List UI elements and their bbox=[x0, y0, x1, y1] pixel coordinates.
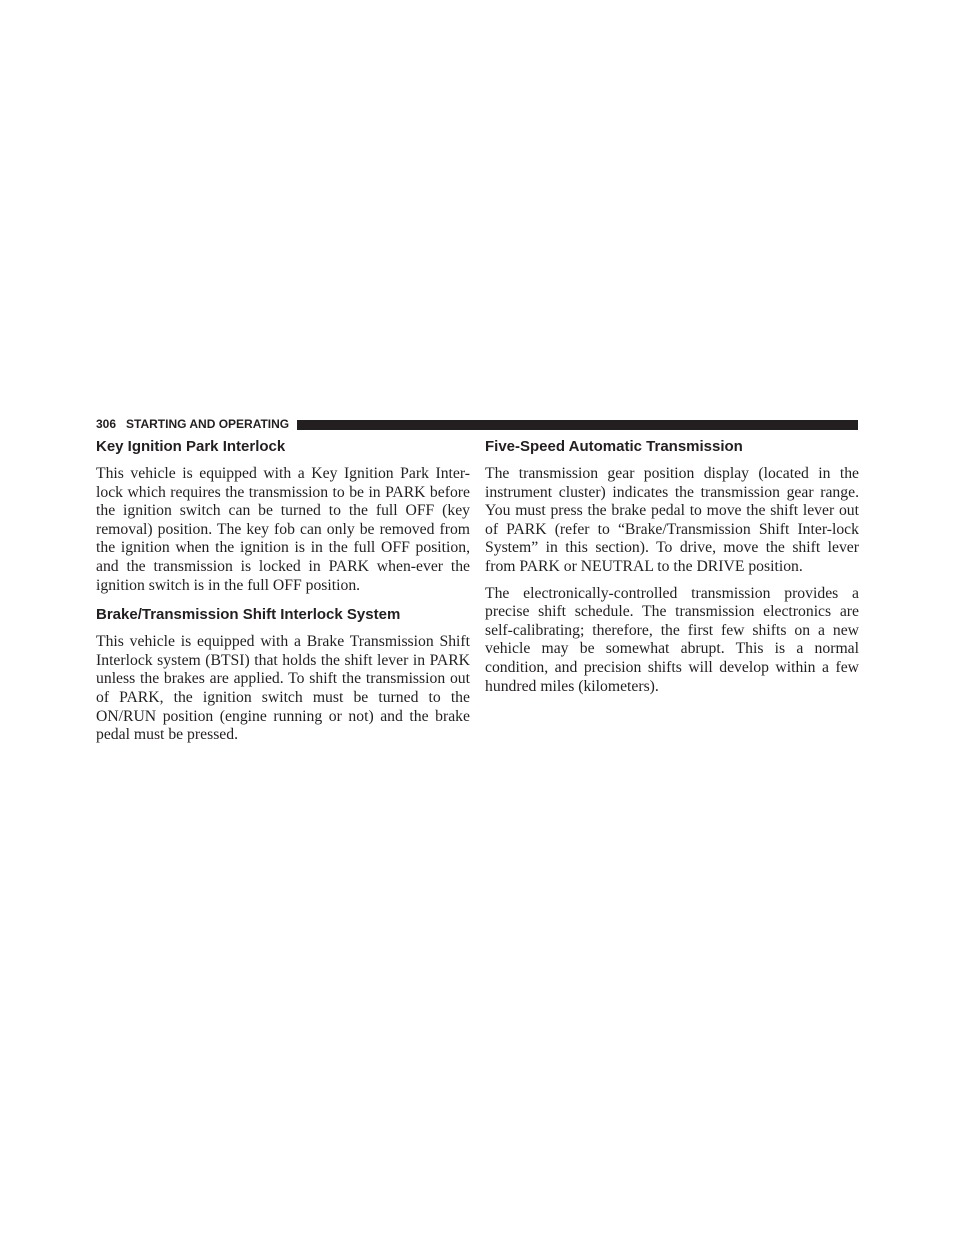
left-column bbox=[96, 437, 470, 753]
paragraph-key-ignition: This vehicle is equipped with a Key Ignition Park Inter-lock which requires the transmission to be in PARK before the ignition switch can be turned to the full OFF (key removal) position. The key fob can only be removed from the ignition when the ignition is in the full OFF position, and the transmission is locked in PARK when-ever the ignition switch is in the full OFF position. bbox=[96, 465, 470, 594]
paragraph-gear-position-display: The transmission gear position display (located in the instrument cluster) indicates the transmission gear range. You must press the brake pedal to move the shift lever out of PARK (refer to “Brake/Transmission Shift Inter-lock System” in this section). To drive, move the shift lever from PARK or NEUTRAL to the DRIVE position. bbox=[485, 465, 859, 575]
page-number: 306 bbox=[96, 417, 117, 431]
header-rule bbox=[297, 420, 858, 430]
right-column bbox=[485, 437, 859, 704]
section-title: STARTING AND OPERATING bbox=[126, 417, 290, 431]
heading-key-ignition-park-interlock: Key Ignition Park Interlock bbox=[96, 438, 286, 455]
paragraph-electronic-transmission: The electronically-controlled transmission provides a precise shift schedule. The transmission electronics are self-calibrating; therefore, the first few shifts on a new vehicle may be somewhat abrupt. This is a normal condition, and precision shifts will develop within a few hundred miles (kilometers). bbox=[485, 584, 859, 695]
paragraph-btsi: This vehicle is equipped with a Brake Transmission Shift Interlock system (BTSI) that holds the shift lever in PARK unless the brakes are applied. To shift the transmission out of PARK, the ignition switch must be turned to the ON/RUN position (engine running or not) and the brake pedal must be pressed. bbox=[96, 633, 470, 744]
page-header bbox=[96, 417, 858, 432]
heading-five-speed-automatic-transmission: Five-Speed Automatic Transmission bbox=[485, 438, 743, 455]
heading-brake-transmission-shift-interlock: Brake/Transmission Shift Interlock System bbox=[96, 606, 401, 624]
